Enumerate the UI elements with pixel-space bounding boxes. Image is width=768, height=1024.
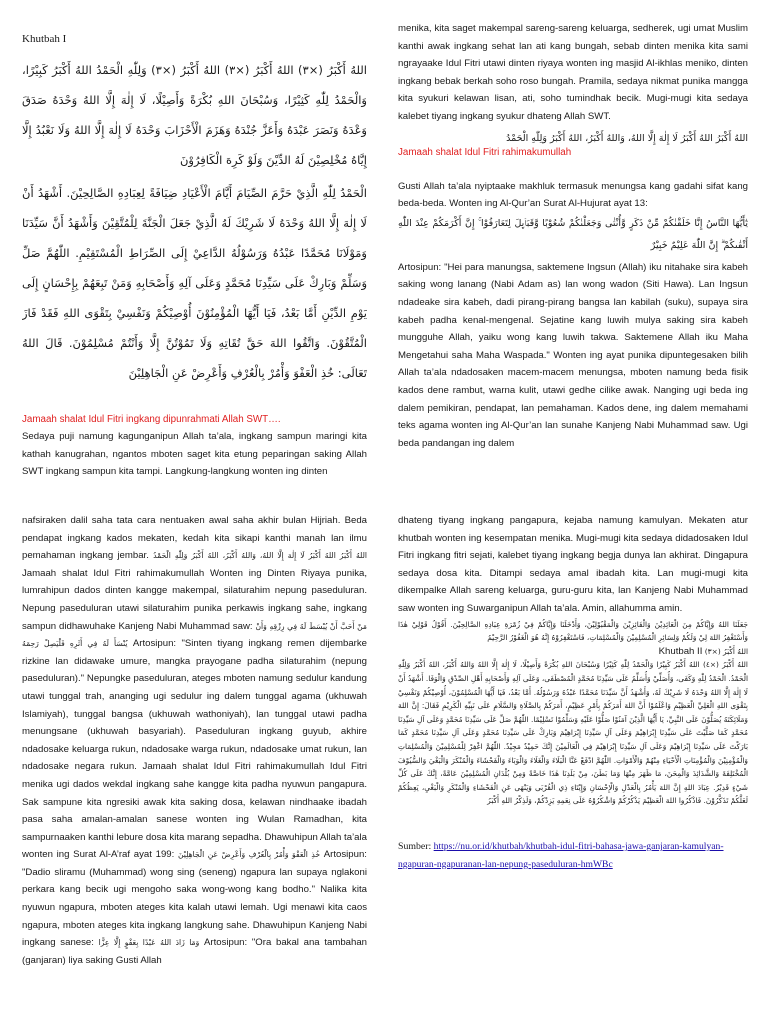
page1-right-column	[398, 0, 748, 512]
document-page-2	[0, 512, 768, 1024]
para-makempal: menika, kita saget makempal sareng-sareng keluarga, sedherek, ugi umat Muslim kanthi awak ingkang sehat lan ati kang bungah, sebab dinten menika kita sami ngrayaake Idul Fitri utawi dinten riyaya wonten ing masjid Al-ikhlas meniko, dinten ingkang bebak berkah soho roso bungah. Pramila, sedaya nikmat punika mangga kita syukuri kelawan lisan, ati, soho tumindhak becik. Mugi-mugi kita sedaya kalebet tiyang ingkang syukur dhateng Allah SWT.	[398, 23, 748, 122]
source-link[interactable]: https://nu.or.id/khutbah/khutbah-idul-fitri-bahasa-jawa-ganjaran-kamulyan-ngapuran-ngapuranan-lan-nepung-paseduluran-hmWBc	[398, 840, 724, 870]
para-gusti-allah: Gusti Allah ta’ala nyiptaake makhluk termasuk menungsa kang gadahi sifat kang beda-beda. Wonten ing Al-Qur’an Surat Al-Hujurat ayat 13:	[398, 180, 748, 210]
page2-left-column	[22, 512, 367, 1024]
text-artosipun-ganjaran: Artosipun: "Ora bakal ana tambahan (ganjaran) liya saking Gusti Allah	[22, 937, 367, 966]
hadith-silaturahim-arabic: مَنْ أَحَبَّ أَنْ يُبْسَطَ لَهُ فِي رِزْقِهِ وَأَنْ يُنْسَأَ لَهُ فِي أَثَرِهِ فَلْيَصِلْ رَحِمَهُ	[22, 621, 367, 649]
source-label: Sumber:	[398, 840, 432, 852]
takbir-three-arabic: اللهُ أَكْبَرُ (×٣)	[704, 646, 748, 656]
hadith-afwu-arabic: وَمَا زَادَ اللهُ عَبْدًا بِعَفْوٍ إِلَّا عِزًّا	[98, 938, 200, 948]
text-nafsiraken: nafsiraken dalil saha tata cara nentuaken awal saha akhir bulan Hijriah. Beda pendapat ingkang kados mekaten, kedah kita sikapi kanthi manah lan ilmu pemahaman ingkang jembar.	[22, 515, 367, 562]
al-araf-arabic: خُذِ الْعَفْوَ وَأْمُرْ بِالْعُرْفِ وَأَعْرِضْ عَنِ الْجَاهِلِيْنَ	[178, 850, 321, 860]
text-artosipun-silaturahim: Artosipun: "Sinten tiyang ingkang remen dijembarke rizkine lan didawake umure, mangka prayogane padha silaturahim (nepung paseduluran)." Nepungke paseduluran, ateges mboten namung sedulur kandung utawi tunggal trah, ananging ugi sedulur ing dalem tunggal agama (ukhuwah Islamiyah), tunggal bangsa (ukhuwah wathoniyah), lan tunggal utawi padha menungsane (ukhuwah basyariah). Paseduluran ingkang guyub, akhire ndadosake keluarga rukun, ndadosake warga rukun, ndadosake umat rukun, lan ndadosake negara rukun. Jamaah shalat Idul Fitri rahimakumullah Idul Fitri menika ugi dados wekdal ingkang sahe kangge kita padha nyuwun pangapura. Sak sampune kita ngresiki awak kita saking dosa, kelawan nindhaake ibadah pasa saha amalan-amalan sanese wonten ing Wulan Ramadhan, kita sampurnaaken kanthi lebure dosa kita marang sepadha. Dhawuhipun Allah ta’ala wonten ing Surat Al-A’raf ayat 199:	[22, 638, 367, 861]
page2-right-column	[398, 512, 748, 1024]
source-line	[398, 838, 748, 874]
takbir-arabic: اللهُ أَكْبَرُ اللهُ أَكْبَرُ لَا إِلٰهَ إِلَّا اللهُ، وَاللهُ أَكْبَرُ، اللهُ أَكْبَرُ وَلِلّٰهِ الْحَمْدُ	[506, 132, 748, 144]
closing-arabic-1: جَعَلَنَا اللهُ وَإِيَّاكُمْ مِنَ الْعَائِدِيْنَ وَالْفَائِزِيْنَ وَالْمَقْبُوْلِيْنَ، وَأَدْخَلَنَا وَإِيَّاكُمْ فِيْ زُمْرَةِ عِبَادِهِ الصَّالِحِيْنَ. أَقُوْلُ قَوْلِيْ هٰذَا وَأَسْتَغْفِرُ اللهَ لِيْ وَلَكُمْ وَلِسَائِرِ الْمُسْلِمِيْنَ وَالْمُسْلِمَاتِ، فَاسْتَغْفِرُوْهُ إِنَّهُ هُوَ الْغَفُوْرُ الرَّحِيْمُ	[398, 619, 748, 643]
page1-left-column	[22, 0, 367, 512]
para-silaturahim	[22, 512, 367, 969]
red-heading-rahmat: Jamaah shalat Idul Fitri ingkang dipunrahmati Allah SWT….	[22, 414, 281, 425]
para-puji: Sedaya puji namung kagunganipun Allah ta’ala, ingkang sampun maringi kita kathah kanugrahan, ngantos mboten saget kita etung peparingan saking Allah SWT ingkang sampun kita tampi. Langkung-langkung wonten ing dinten	[22, 431, 367, 478]
text-artosipun-araf: Artosipun: "Dadio sliramu (Muhammad) wong sing (seneng) ngapura lan supaya nglakoni perkara kang becik ugi mengoho saka wong-wong kang bodho." Nalika kita nyuwun ngapura, mboten ateges kita kalah utawi lemah. Ugi menawi kita caos ngapura, mboten ateges kita ingkang langkung sahe. Dhawuhipun Kanjeng Nabi ingkang sanese:	[22, 849, 367, 949]
para-artosipun-hujurat: Artosipun: "Hei para manungsa, saktemene Ingsun (Allah) iku nitahake sira kabeh saking wong lanang (Nabi Adam as) lan wong wadon (Siti Hawa). Lan Ingsun ndadeake sira kabeh, dadi pirang-pirang bangsa lan kabilah (suku), supaya sira kabeh padha kenal-mengenal. Sejatine kang luwih mulya saking sira kabeh mungguhe Allah, yaiku wong kang luwih takwa. Saktemene Allah iku Maha Mengetahui saha Maha Waspada." Wonten ing ayat punika dipuntegesaken bilih Allah ta’ala ndadosaken macem-macem menungsa, mboten namung beda fisik kados dene rambut, warna kulit, utawi gedhe cilike awak. Nanging ugi beda ing dalem pemikiran, pendapat, lan pemahaman. Kados dene, ing dalem memahami teks agama wonten ing Al-Qur’an lan sunahe Kanjeng Nabi Muhammad saw. Ugi beda pandangan ing dalem	[398, 261, 748, 449]
opening-takbir-arabic: اللهُ أَكْبَرُ (×٣) اللهُ أَكْبَرُ (×٣) اللهُ أَكْبَرُ (×٣) وَلِلّٰهِ الْحَمْدُ اللهُ أَكْبَرُ كَبِيْرًا، وَالْحَمْدُ لِلّٰهِ كَثِيْرًا، وَسُبْحَانَ اللهِ بُكْرَةً وَأَصِيْلًا، لَا إِلٰهَ إِلَّا اللهُ وَحْدَهُ صَدَقَ وَعْدَهُ وَنَصَرَ عَبْدَهُ وَأَعَزَّ جُنْدَهُ وَهَزَمَ الْأَحْزَابَ وَحْدَهُ لَا إِلٰهَ إِلَّا اللهُ وَلَا نَعْبُدُ إِلَّا إِيَّاهُ مُخْلِصِيْنَ لَهُ الدِّيْنَ وَلَوْ كَرِهَ الْكَافِرُوْنَ	[22, 63, 367, 167]
khutbah-2-label: Khutbah II	[658, 645, 703, 657]
para-pangapura: dhateng tiyang ingkang pangapura, kejaba namung kamulyan. Mekaten atur khutbah wonten ing kesempatan menika. Mugi-mugi kita sedaya didadosaken Idul Fitri ingkang fitri sejati, kalebet tiyang ingkang begja dunya lan akhirat. Dingapura sedaya dosa kita. Ditampi sedaya amal ibadah kita. Lan mugi-mugi kita dikempalke Allah sareng keluarga, guru-guru kita, lan Kanjeng Nabi Muhammad saw wonten ing Suwarganipun Allah ta’ala. Amin, allahumma amin.	[398, 515, 748, 614]
takbir-inline-arabic: اللهُ أَكْبَرُ اللهُ أَكْبَرُ لَا إِلٰهَ إِلَّا اللهُ، وَاللهُ أَكْبَرُ، اللهُ أَكْبَرُ وَلِلّٰهِ الْحَمْدُ	[153, 551, 367, 561]
red-heading-rahimakumullah: Jamaah shalat Idul Fitri rahimakumullah	[398, 146, 572, 158]
closing-arabic-2: اللهُ أَكْبَرُ (×٤) اللهُ أَكْبَرُ كَبِيْرًا وَالْحَمْدُ لِلّٰهِ كَثِيْرًا وَسُبْحَانَ اللهِ بُكْرَةً وَأَصِيْلًا، لَا إِلٰهَ إِلَّا اللهُ وَاللهُ أَكْبَرُ، اللهُ أَكْبَرُ وَلِلّٰهِ الْحَمْدُ. الْحَمْدُ لِلّٰهِ وَكَفَى، وَأُصَلِّيْ وَأُسَلِّمُ عَلَى سَيِّدِنَا مُحَمَّدٍ الْمُصْطَفَى، وَعَلَى آلِهِ وَأَصْحَابِهِ أَهْلِ الصِّدْقِ وَالْوَفَا. أَشْهَدُ أَنْ لَا إِلٰهَ إِلَّا اللهُ وَحْدَهُ لَا شَرِيْكَ لَهُ، وَأَشْهَدُ أَنَّ سَيِّدَنَا مُحَمَّدًا عَبْدُهُ وَرَسُوْلُهُ. أَمَّا بَعْدُ، فَيَا أَيُّهَا الْمُسْلِمُوْنَ، أُوْصِيْكُمْ وَنَفْسِيْ بِتَقْوَى اللهِ الْعَلِيِّ الْعَظِيْمِ وَاعْلَمُوْا أَنَّ اللهَ أَمَرَكُمْ بِأَمْرٍ عَظِيْمٍ، أَمَرَكُمْ بِالصَّلَاةِ وَالسَّلَامِ عَلَى نَبِيِّهِ الْكَرِيْمِ فَقَالَ: إِنَّ اللهَ وَمَلَائِكَتَهُ يُصَلُّوْنَ عَلَى النَّبِيِّ، يَا أَيُّهَا الَّذِيْنَ آمَنُوْا صَلُّوْا عَلَيْهِ وَسَلِّمُوْا تَسْلِيْمًا. اللّٰهُمَّ صَلِّ عَلَى سَيِّدِنَا مُحَمَّدٍ وَعَلَى آلِ سَيِّدِنَا مُحَمَّدٍ كَمَا صَلَّيْتَ عَلَى سَيِّدِنَا إِبْرَاهِيْمَ وَعَلَى آلِ سَيِّدِنَا إِبْرَاهِيْمَ وَبَارِكْ عَلَى سَيِّدِنَا مُحَمَّدٍ وَعَلَى آلِ سَيِّدِنَا مُحَمَّدٍ كَمَا بَارَكْتَ عَلَى سَيِّدِنَا إِبْرَاهِيْمَ وَعَلَى آلِ سَيِّدِنَا إِبْرَاهِيْمَ فِي الْعَالَمِيْنَ إِنَّكَ حَمِيْدٌ مَجِيْدٌ. اللّٰهُمَّ اغْفِرْ لِلْمُسْلِمِيْنَ وَالْمُسْلِمَاتِ وَالْمُؤْمِنِيْنَ وَالْمُؤْمِنَاتِ الْأَحْيَاءِ مِنْهُمْ وَالْأَمْوَاتِ. اللّٰهُمَّ ادْفَعْ عَنَّا الْبَلَاءَ وَالْغَلَاءَ وَالْوَبَاءَ وَالْفَحْشَاءَ وَالْمُنْكَرَ وَالْبَغْيَ وَالسُّيُوْفَ الْمُخْتَلِفَةَ وَالشَّدَائِدَ وَالْمِحَنَ، مَا ظَهَرَ مِنْهَا وَمَا بَطَنَ، مِنْ بَلَدِنَا هٰذَا خَاصَّةً وَمِنْ بُلْدَانِ الْمُسْلِمِيْنَ عَامَّةً، إِنَّكَ عَلَى كُلِّ شَيْءٍ قَدِيْرٌ. عِبَادَ اللهِ إِنَّ اللهَ يَأْمُرُ بِالْعَدْلِ وَالْإِحْسَانِ وَإِيْتَاءِ ذِي الْقُرْبَى وَيَنْهَى عَنِ الْفَحْشَاءِ وَالْمُنْكَرِ وَالْبَغْيِ، يَعِظُكُمْ لَعَلَّكُمْ تَذَكَّرُوْنَ. فَاذْكُرُوا اللهَ الْعَظِيْمَ يَذْكُرْكُمْ وَاشْكُرُوْهُ عَلَى نِعَمِهِ يَزِدْكُمْ، وَلَذِكْرُ اللهِ أَكْبَرُ	[398, 660, 748, 806]
al-hujurat-arabic: يٰٓأَيُّهَا النَّاسُ إِنَّا خَلَقْنٰكُمْ مِّنْ ذَكَرٍ وَّأُنْثٰى وَجَعَلْنٰكُمْ شُعُوْبًا وَّقَبَاۤىِٕلَ لِتَعَارَفُوْا ۚ إِنَّ أَكْرَمَكُمْ عِنْدَ اللّٰهِ أَتْقٰىكُمْ ۗ إِنَّ اللّٰهَ عَلِيْمٌ خَبِيْرٌ	[398, 217, 748, 251]
khutbah-heading: Khutbah I	[22, 33, 67, 45]
hamd-arabic: الْحَمْدُ لِلّٰهِ الَّذِيْ حَرَّمَ الصِّيَامَ أَيَّامَ الْأَعْيَادِ ضِيَافَةً لِعِبَادِهِ الصَّالِحِيْنَ. أَشْهَدُ أَنْ لَا إِلٰهَ إِلَّا اللهُ وَحْدَهُ لَا شَرِيْكَ لَهُ الَّذِيْ جَعَلَ الْجَنَّةَ لِلْمُتَّقِيْنَ وَأَشْهَدُ أَنَّ سَيِّدَنَا وَمَوْلَانَا مُحَمَّدًا عَبْدُهُ وَرَسُوْلُهُ الدَّاعِيْ إِلَى الصِّرَاطِ الْمُسْتَقِيْمِ. اللّٰهُمَّ صَلِّ وَسَلِّمْ وَبَارِكْ عَلَى سَيِّدِنَا مُحَمَّدٍ وَعَلَى آلِهِ وَأَصْحَابِهِ وَمَنْ تَبِعَهُمْ بِإِحْسَانٍ إِلَى يَوْمِ الدِّيْنِ أَمَّا بَعْدُ، فَيَا أَيُّهَا الْمُؤْمِنُوْنَ أُوْصِيْكُمْ وَنَفْسِيْ بِتَقْوَى اللهِ فَقَدْ فَازَ الْمُتَّقُوْنَ. وَاتَّقُوا اللهَ حَقَّ تُقَاتِهِ وَلَا تَمُوْتُنَّ إِلَّا وَأَنْتُمْ مُسْلِمُوْنَ. قَالَ اللهُ تَعَالَى: خُذِ الْعَفْوَ وَأْمُرْ بِالْعُرْفِ وَأَعْرِضْ عَنِ الْجَاهِلِيْنَ	[22, 186, 367, 380]
khutbah-2-line	[398, 645, 748, 659]
text-jamaah-silaturahim: Jamaah shalat Idul Fitri rahimakumullah Wonten ing Dinten Riyaya punika, lumrahipun dados dinten kangge makempal, silaturahim nepung paseduluran. Nepung paseduluran utawi silaturahim punika perkawis ingkang sahe, ingkang sampun didhawuhake Kanjeng Nabi Muhammad saw:	[22, 567, 367, 632]
